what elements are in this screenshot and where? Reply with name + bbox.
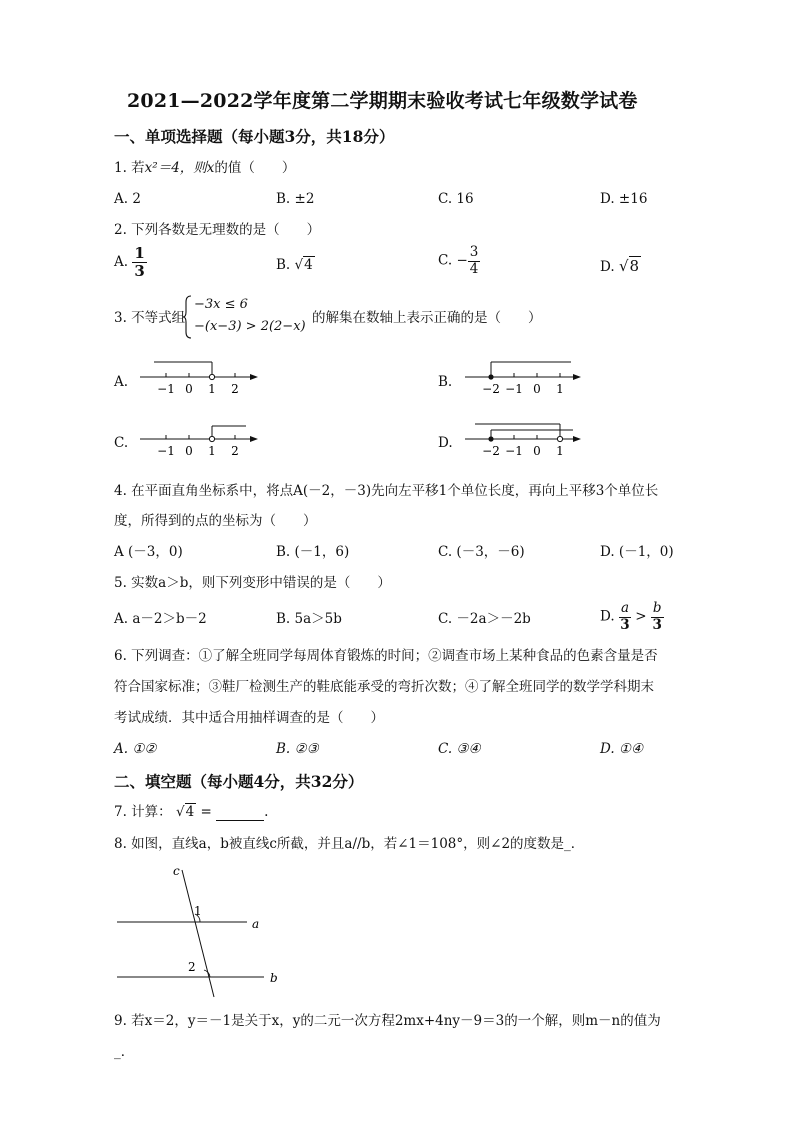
tick-label: −1 [505,444,523,458]
q2-a-label: A. [114,253,129,270]
q5-d-d1: 3 [620,616,630,633]
tick-label: 0 [533,444,541,458]
q2-a-den: 3 [134,262,145,280]
tick-label: 2 [231,444,239,458]
q1-option-a[interactable]: A. 2 [114,191,141,207]
q6-option-a[interactable]: A. ①② [114,741,157,757]
q5-d-frac-1 [619,602,631,632]
q3-stem-pre: 3. 不等式组 [114,310,186,326]
q2-a-fraction [132,246,146,279]
question-4-line-1: 4. 在平面直角坐标系中，将点A(－2，－3)先向左平移1个单位长度，再向上平移3个单位长 [114,483,659,499]
q4-option-c[interactable]: C. (－3，－6) [438,544,525,560]
q2-c-label: C. [438,252,453,269]
q3-option-b[interactable]: B. [438,374,453,390]
question-4-line-2: 度，所得到的点的坐标为（ ） [114,513,317,529]
section-heading-choice: 一、单项选择题（每小题3分，共18分） [114,127,395,146]
q2-option-d[interactable] [600,259,641,275]
q2-d-sqrt: √8 [618,257,640,275]
tick-label: 1 [208,444,216,458]
label-2: 2 [188,960,196,974]
q2-a-num: 1 [134,244,145,262]
q2-c-fraction [468,246,481,276]
q3-numberline-b [465,355,590,400]
q5-option-d[interactable] [600,602,664,632]
q3-inequality-1: −3x ≤ 6 [194,297,248,312]
question-2-stem: 2. 下列各数是无理数的是（ ） [114,222,321,238]
arrow-icon [250,436,258,442]
q1-stem-expr: x²＝4，则 [144,160,207,176]
q5-option-c[interactable]: C. －2a＞－2b [438,611,531,627]
q3-inequality-2: −(x−3) > 2(2−x) [194,319,306,334]
tick-label: 0 [533,382,541,396]
question-6-line-3: 考试成绩．其中适合用抽样调查的是（ ） [114,710,384,726]
label-1: 1 [194,904,202,918]
q2-b-label: B. [276,257,291,273]
label-a: a [252,917,260,931]
q3-stem-post: 的解集在数轴上表示正确的是（ ） [312,310,542,326]
arrow-icon [250,374,258,380]
tick-label: 0 [185,444,193,458]
tick-label: −1 [505,382,523,396]
q5-d-n1: a [620,600,629,616]
tick-label: 1 [556,382,564,396]
label-b: b [270,971,278,985]
q6-option-d[interactable]: D. ①④ [600,741,644,757]
q1-option-d[interactable]: D. ±16 [600,191,648,207]
q7-stem: 7. 计算： [114,804,172,820]
q5-option-b[interactable]: B. 5a＞5b [276,611,342,627]
question-9-line-1: 9. 若x＝2，y＝－1是关于x，y的二元一次方程2mx+4ny－9＝3的一个解，则m－n的值为 [114,1013,661,1029]
q2-c-sign: − [456,252,468,269]
q2-b-sqrt: √4 [294,257,313,273]
q3-brace-icon [183,294,193,340]
q5-d-label: D. [600,608,615,625]
q4-option-a[interactable]: A (－3，0) [114,544,183,560]
tick-label: 1 [556,444,564,458]
q2-c-den: 4 [469,260,479,277]
tick-label: −2 [482,444,500,458]
question-5-stem: 5. 实数a＞b，则下列变形中错误的是（ ） [114,575,391,591]
q2-c-num: 3 [469,244,479,260]
q1-stem-var: x [206,160,215,176]
arrow-icon [573,436,581,442]
q3-numberline-d [465,417,590,462]
question-6-line-1: 6. 下列调查：①了解全班同学每周体育锻炼的时间；②调查市场上某种食品的色素含量是否 [114,648,658,664]
q4-option-d[interactable]: D. (－1，0) [600,544,674,560]
q3-option-d[interactable]: D. [438,435,453,451]
q3-option-c[interactable]: C. [114,435,129,451]
tick-label: −2 [482,382,500,396]
tick-label: −1 [157,382,175,396]
question-9-line-2: _． [114,1044,135,1060]
q6-option-b[interactable]: B. ②③ [276,741,319,757]
tick-label: 0 [185,382,193,396]
label-c: c [173,864,180,878]
q2-d-label: D. [600,259,615,275]
q7-rad: 4 [185,804,195,820]
q3-numberline-c [140,417,265,462]
arrow-icon [573,374,581,380]
q2-b-rad: 4 [304,257,313,273]
section-heading-fill: 二、填空题（每小题4分，共32分） [114,772,364,791]
line-c [182,870,214,997]
exam-title: 2021—2022学年度第二学期期末验收考试七年级数学试卷 [127,90,638,112]
q1-option-c[interactable]: C. 16 [438,191,474,207]
q2-d-rad: 8 [629,257,640,275]
q1-option-b[interactable]: B. ±2 [276,191,315,207]
q5-option-a[interactable]: A. a－2＞b－2 [114,611,207,627]
q2-option-c[interactable] [438,246,480,276]
question-1-stem [114,162,295,176]
question-8-stem: 8. 如图，直线a，b被直线c所截，并且a//b，若∠1＝108°，则∠2的度数是_． [114,836,585,852]
q7-answer-blank[interactable] [216,806,264,821]
q5-d-gt: > [635,608,647,625]
q3-option-a[interactable]: A. [114,374,129,390]
q7-end: . [264,804,269,820]
tick-label: −1 [157,444,175,458]
q2-option-a[interactable] [114,246,147,279]
q7-sqrt: √4 [175,804,195,820]
question-6-line-2: 符合国家标准；③鞋厂检测生产的鞋底能承受的弯折次数；④了解全班同学的数学学科期末 [114,679,654,695]
q2-option-b[interactable] [276,259,315,273]
question-7 [114,806,268,821]
q6-option-c[interactable]: C. ③④ [438,741,481,757]
q1-stem-pre: 1. 若 [114,160,145,176]
q3-numberline-a [140,355,265,400]
q4-option-b[interactable]: B. (－1，6) [276,544,350,560]
q7-eq: = [200,804,212,820]
tick-label: 2 [231,382,239,396]
tick-label: 1 [208,382,216,396]
q5-d-n2: b [652,600,662,616]
q1-stem-post: 的值（ ） [214,160,296,176]
q5-d-d2: 3 [652,616,662,633]
q8-figure-parallel-lines [112,860,282,1000]
q5-d-frac-2 [651,602,664,632]
